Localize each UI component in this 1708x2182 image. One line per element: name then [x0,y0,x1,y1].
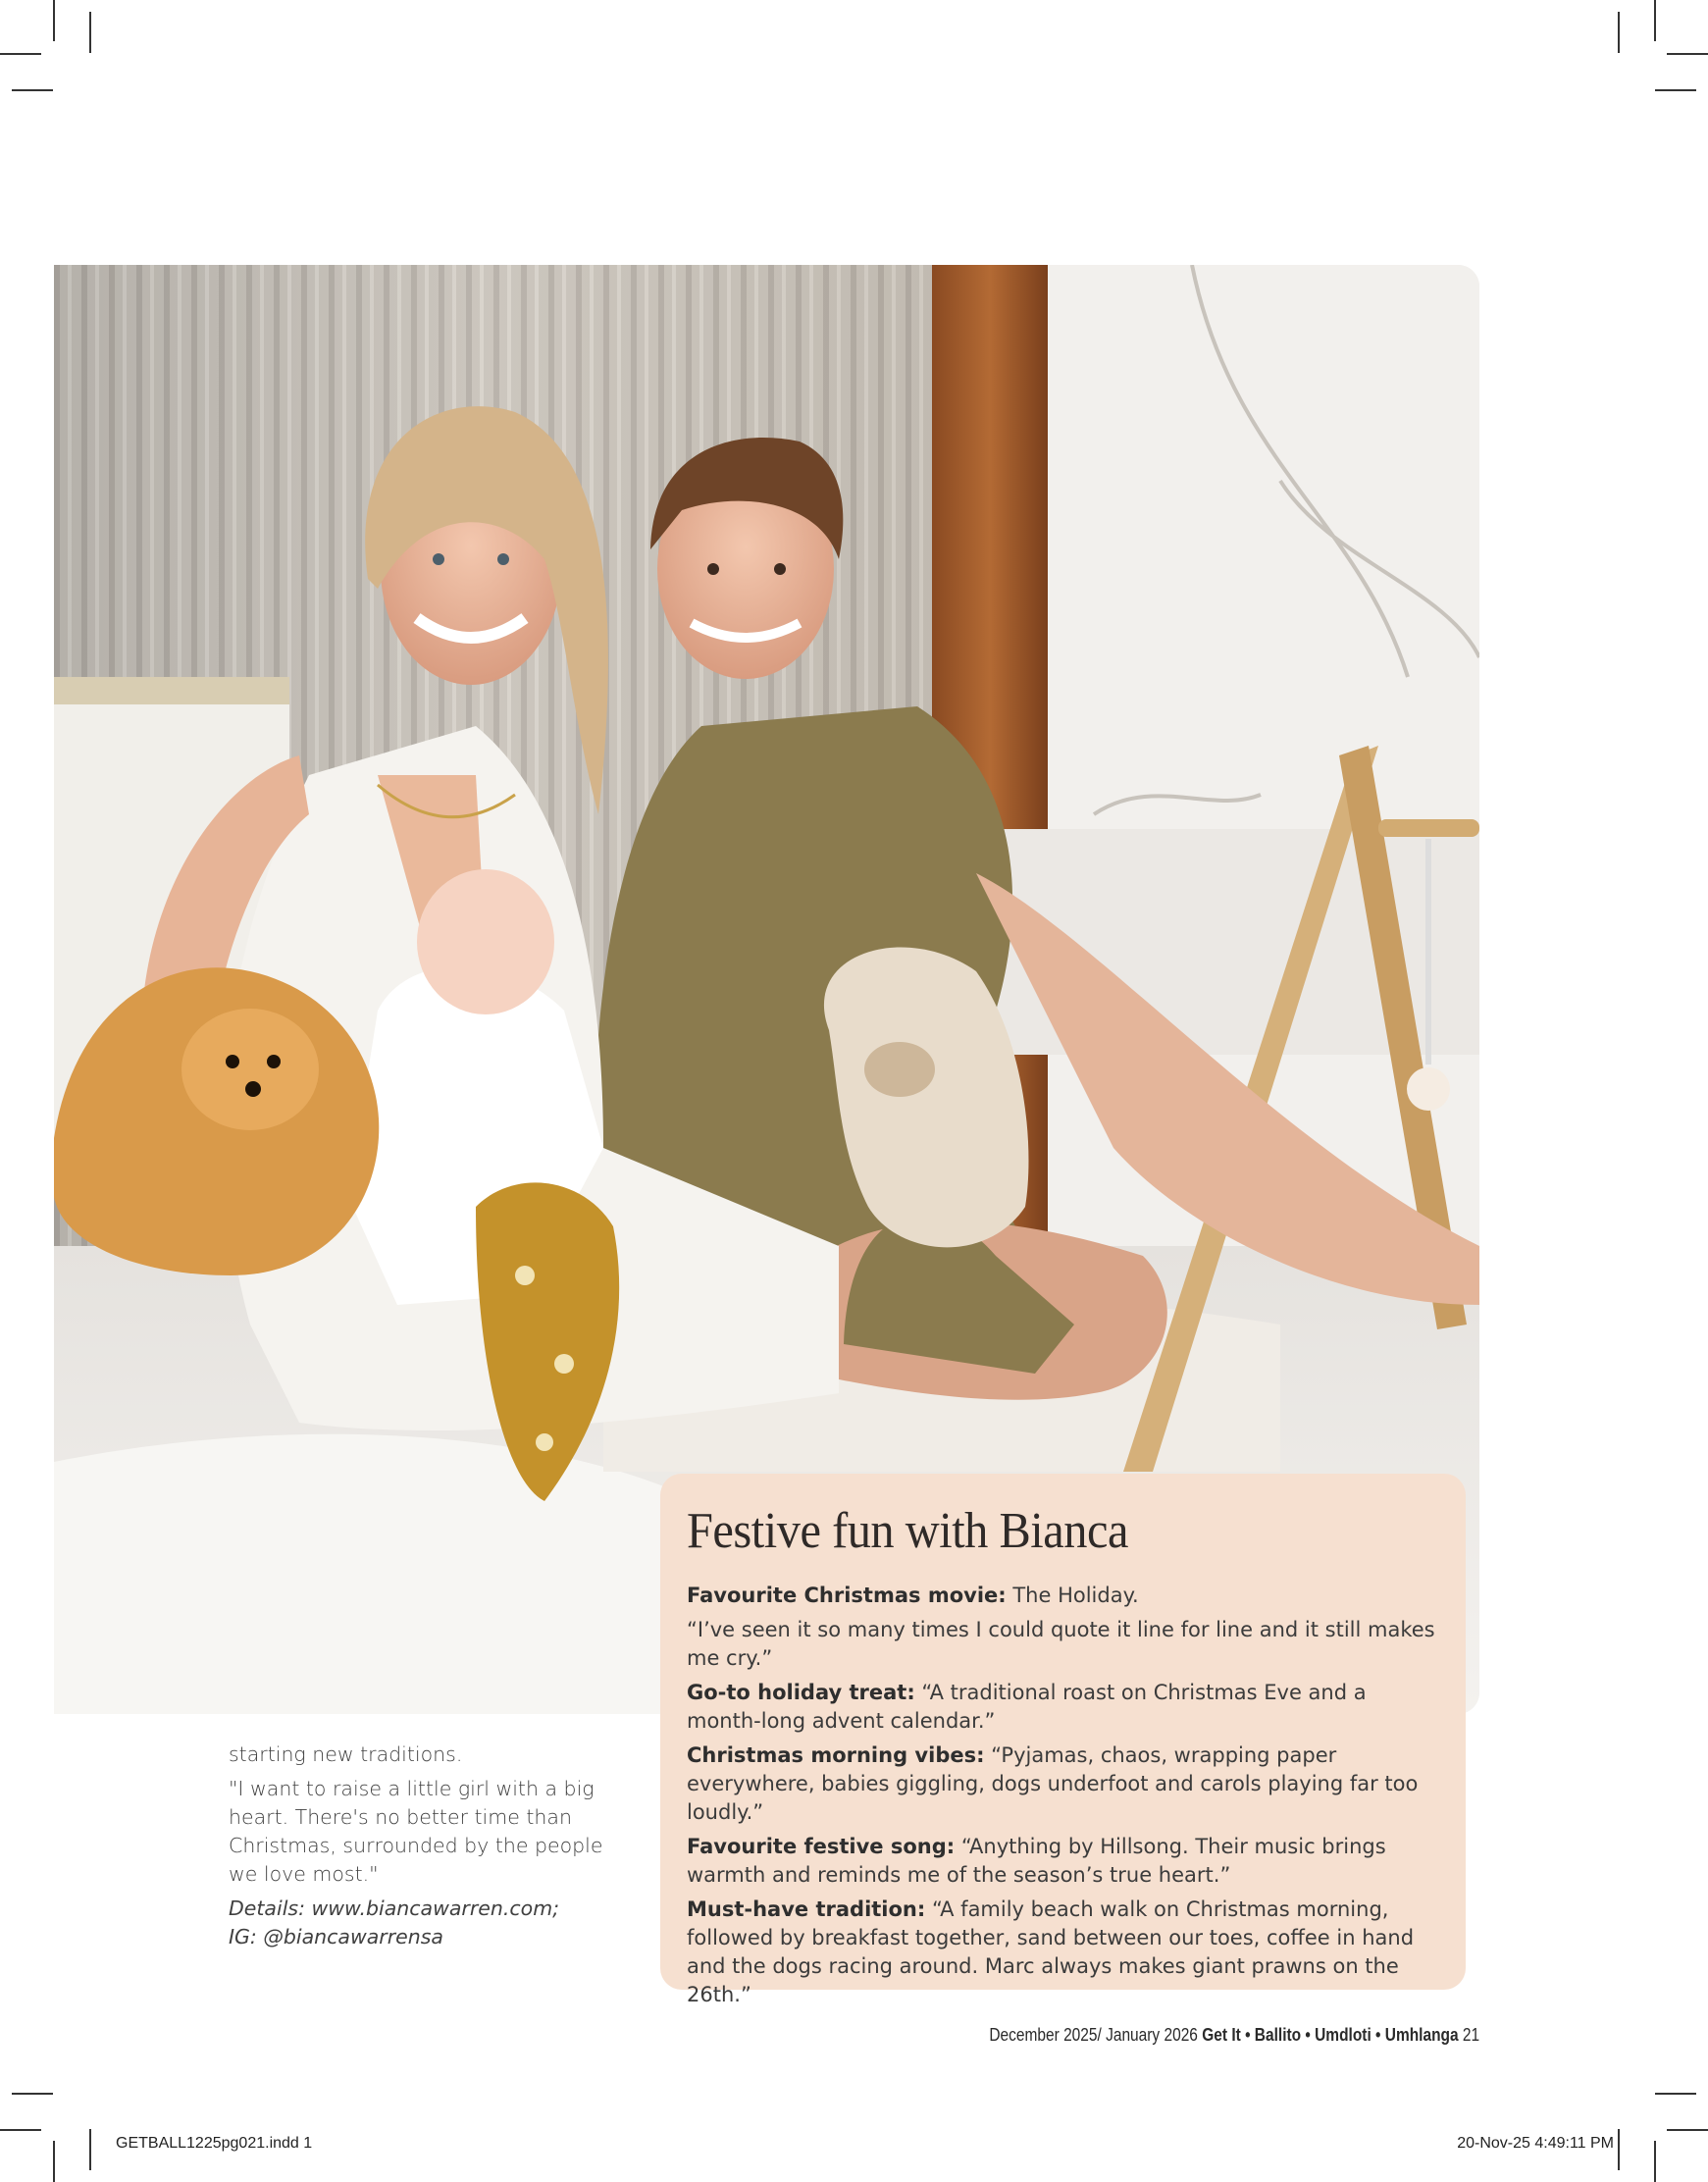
crop-mark [1655,2093,1696,2095]
crop-mark [1667,53,1708,55]
publication-name: Get It • Ballito • Umdloti • Umhlanga [1202,2025,1459,2045]
instagram-handle[interactable]: IG: @biancawarrensa [229,1925,443,1948]
crop-mark [1667,2129,1708,2131]
crop-mark [89,2129,91,2170]
crop-mark [1654,0,1656,41]
crop-mark [53,2141,55,2182]
crop-mark [12,2093,53,2095]
crop-mark [53,0,55,41]
page-folio [989,2025,1479,2046]
qa-label: Favourite festive song: [687,1835,956,1858]
qa-label: Favourite Christmas movie: [687,1584,1007,1607]
qa-text: The Holiday. [1006,1584,1139,1607]
crop-mark [1654,2141,1656,2182]
qa-text: “A family beach walk on Christmas morning, followed by breakfast together, sand between our toes, coffee in hand and the dogs racing around. Marc always makes giant prawns on the 26th.” [687,1897,1415,2006]
crop-mark [89,12,91,53]
crop-mark [0,2129,41,2131]
crop-mark [1618,12,1620,53]
crop-mark [0,53,41,55]
crop-mark [1618,2129,1620,2170]
qa-text: “A traditional roast on Christmas Eve and a month-long advent calendar.” [687,1681,1367,1733]
qa-item [687,1679,1440,1736]
qa-item [687,1896,1440,2009]
qa-text: “Anything by Hillsong. Their music brings warmth and reminds me of the season’s true heart.” [687,1835,1386,1887]
crop-mark [12,89,53,91]
qa-item [687,1616,1440,1673]
file-slug: GETBALL1225pg021.indd 1 [116,2135,313,2152]
crop-mark [1655,89,1696,91]
page-number: 21 [1458,2025,1479,2045]
qa-label: Must-have tradition: [687,1897,926,1921]
qa-item [687,1833,1440,1890]
qa-text: “Pyjamas, chaos, wrapping paper everywhere, babies giggling, dogs underfoot and carols playing far too loudly.” [687,1743,1419,1824]
festive-fun-box [660,1474,1466,2006]
qa-label: Christmas morning vibes: [687,1743,985,1767]
print-timestamp: 20-Nov-25 4:49:11 PM [1457,2135,1614,2152]
website-link[interactable]: Details: www.biancawarren.com; [229,1896,560,1920]
issue-date: December 2025/ January 2026 [989,2025,1203,2045]
box-title: Festive fun with Bianca [687,1503,1128,1559]
qa-label: Go-to holiday treat: [687,1681,915,1704]
article-continuation [229,1740,621,1951]
qa-text: “I’ve seen it so many times I could quote it line for line and it still makes me cry.” [687,1618,1435,1670]
article-quote: "I want to raise a little girl with a big heart. There's no better time than Christmas, surrounded by the people we love most." [229,1777,603,1886]
contact-details [229,1895,621,1951]
article-paragraph: starting new traditions. [229,1742,463,1766]
qa-item [687,1741,1440,1827]
qa-item [687,1582,1440,1610]
